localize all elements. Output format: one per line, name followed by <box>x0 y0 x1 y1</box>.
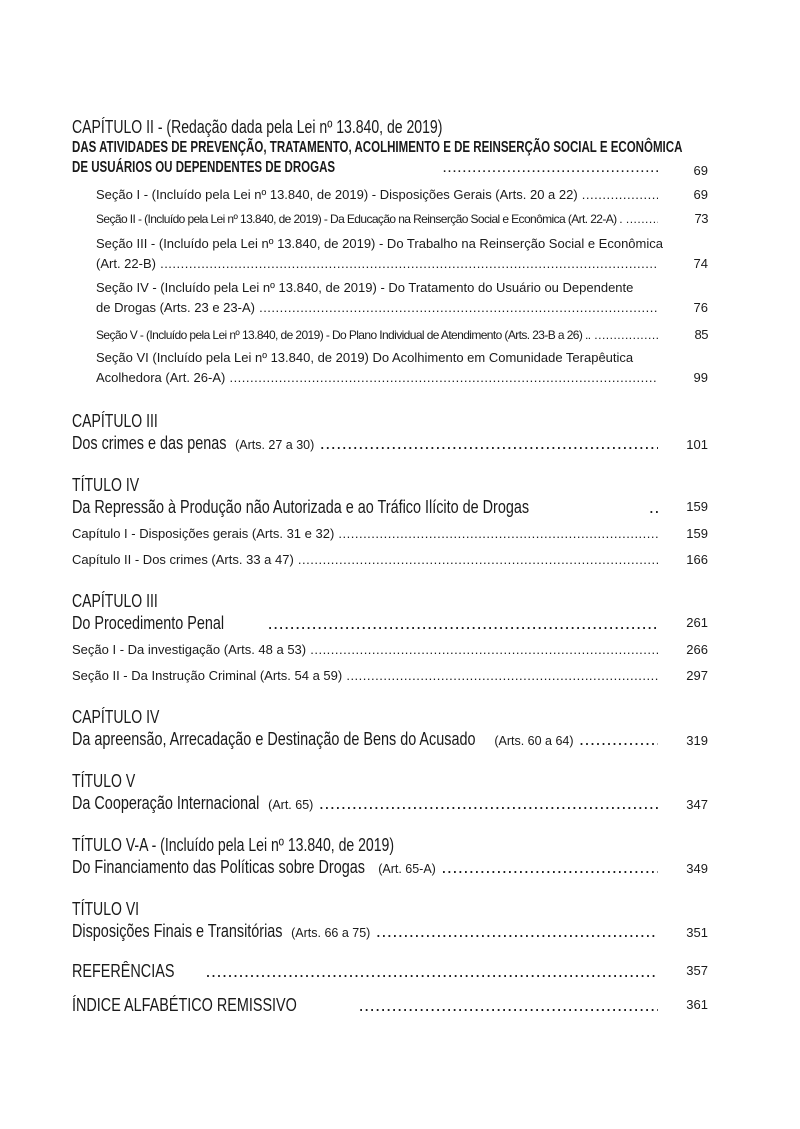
toc-entry[interactable] <box>72 368 708 388</box>
toc-entry[interactable] <box>72 208 708 230</box>
entry-label: (Art. 22-B) ..... <box>96 254 658 274</box>
entry-label: ÍNDICE ALFABÉTICO REMISSIVO <box>72 995 297 1015</box>
title-heading: TÍTULO V <box>72 771 136 791</box>
page-number: 357 <box>686 963 708 978</box>
toc-entry[interactable] <box>72 728 708 752</box>
toc-entry[interactable] <box>72 920 708 944</box>
toc-entry[interactable] <box>72 548 708 572</box>
toc-entry[interactable] <box>72 496 708 518</box>
page-number: 361 <box>686 997 708 1012</box>
page-number: 74 <box>693 256 708 271</box>
toc-entry[interactable] <box>72 298 708 318</box>
entry-label: Seção II - (Incluído pela Lei nº 13.840, de 2019) - Da Educação na Reinserção Social e Econômica (Art. 22-A) . ..... <box>96 208 658 230</box>
entry-label: Seção V - (Incluído pela Lei nº 13.840, de 2019) - Do Plano Individual de Atendimento (Arts. 23-B a 26) .. ..... <box>96 324 658 346</box>
page-number: 261 <box>686 615 708 630</box>
page-number: 159 <box>686 499 708 514</box>
page-number: 351 <box>686 925 708 940</box>
page-number: 349 <box>686 861 708 876</box>
chapter-subtitle: DE USUÁRIOS OU DEPENDENTES DE DROGAS <box>72 159 336 176</box>
entry-label: Da Repressão à Produção não Autorizada e ao Tráfico Ilícito de Drogas <box>72 497 530 517</box>
page-number: 166 <box>686 552 708 567</box>
page-number: 73 <box>694 211 708 226</box>
entry-label: de Drogas (Arts. 23 e 23-A) ..... <box>96 298 658 318</box>
entry-label: Dos crimes e das penas <box>72 433 227 453</box>
page-number: 99 <box>693 370 708 385</box>
entry-articles: (Arts. 66 a 75) <box>291 926 371 940</box>
entry-label: Seção II - Da Instrução Criminal (Arts. 54 a 59) ..... <box>72 664 658 688</box>
title-heading: TÍTULO VI <box>72 899 140 919</box>
entry-label: Acolhedora (Art. 26-A) ..... <box>96 368 658 388</box>
toc-entry[interactable] <box>72 664 708 688</box>
chapter-heading: CAPÍTULO III <box>72 591 158 611</box>
title-heading: TÍTULO IV <box>72 475 140 495</box>
chapter-subtitle: DAS ATIVIDADES DE PREVENÇÃO, TRATAMENTO, ACOLHIMENTO E DE REINSERÇÃO SOCIAL E ECONÔMICA <box>72 139 683 156</box>
chapter-heading: CAPÍTULO III <box>72 411 158 431</box>
toc-entry[interactable] <box>72 792 708 816</box>
entry-label: Do Financiamento das Políticas sobre Drogas <box>72 857 365 877</box>
toc-entry[interactable] <box>72 254 708 274</box>
toc-entry[interactable] <box>72 638 708 662</box>
toc-entry[interactable] <box>72 522 708 546</box>
entry-label: Seção I - (Incluído pela Lei nº 13.840, de 2019) - Disposições Gerais (Arts. 20 a 22) ..... <box>96 184 658 206</box>
entry-label: Seção III - (Incluído pela Lei nº 13.840, de 2019) - Do Trabalho na Reinserção Social e Econômica <box>96 236 663 251</box>
toc-entry[interactable] <box>72 960 708 982</box>
entry-articles: (Arts. 27 a 30) <box>235 438 315 452</box>
entry-label: Capítulo I - Disposições gerais (Arts. 31 e 32) ..... <box>72 522 658 546</box>
toc-entry[interactable] <box>72 158 708 178</box>
page-number: 297 <box>686 668 708 683</box>
title-heading: TÍTULO V-A - (Incluído pela Lei nº 13.840, de 2019) <box>72 835 395 855</box>
entry-label: Disposições Finais e Transitórias <box>72 921 283 941</box>
entry-label: Do Procedimento Penal <box>72 613 225 633</box>
entry-articles: (Art. 65) <box>268 798 314 812</box>
page-number: 69 <box>693 163 708 178</box>
page-number: 101 <box>686 437 708 452</box>
toc-entry[interactable] <box>72 324 708 346</box>
chapter-heading: CAPÍTULO II - (Redação dada pela Lei nº 13.840, de 2019) <box>72 117 443 137</box>
table-of-contents <box>72 116 708 1016</box>
toc-entry[interactable] <box>72 856 708 880</box>
page-number: 266 <box>686 642 708 657</box>
page-number: 69 <box>693 187 708 202</box>
entry-articles: (Art. 65-A) <box>378 862 436 876</box>
page-number: 319 <box>686 733 708 748</box>
page-number: 85 <box>694 327 708 342</box>
toc-entry[interactable] <box>72 184 708 206</box>
entry-articles: (Arts. 60 a 64) <box>494 734 574 748</box>
entry-label: Seção VI (Incluído pela Lei nº 13.840, de 2019) Do Acolhimento em Comunidade Terapêutica <box>96 350 634 365</box>
page-number: 76 <box>693 300 708 315</box>
entry-label: Da Cooperação Internacional <box>72 793 260 813</box>
toc-entry[interactable] <box>72 612 708 634</box>
entry-label: Seção IV - (Incluído pela Lei nº 13.840, de 2019) - Do Tratamento do Usuário ou Dependente <box>96 280 634 295</box>
toc-entry[interactable] <box>72 994 708 1016</box>
entry-label: Capítulo II - Dos crimes (Arts. 33 a 47) ..... <box>72 548 658 572</box>
entry-label: REFERÊNCIAS <box>72 961 175 981</box>
chapter-heading: CAPÍTULO IV <box>72 707 160 727</box>
page-number: 347 <box>686 797 708 812</box>
entry-label: Da apreensão, Arrecadação e Destinação de Bens do Acusado <box>72 729 476 749</box>
page-number: 159 <box>686 526 708 541</box>
entry-label: Seção I - Da investigação (Arts. 48 a 53) ..... <box>72 638 658 662</box>
toc-entry[interactable] <box>72 432 708 456</box>
